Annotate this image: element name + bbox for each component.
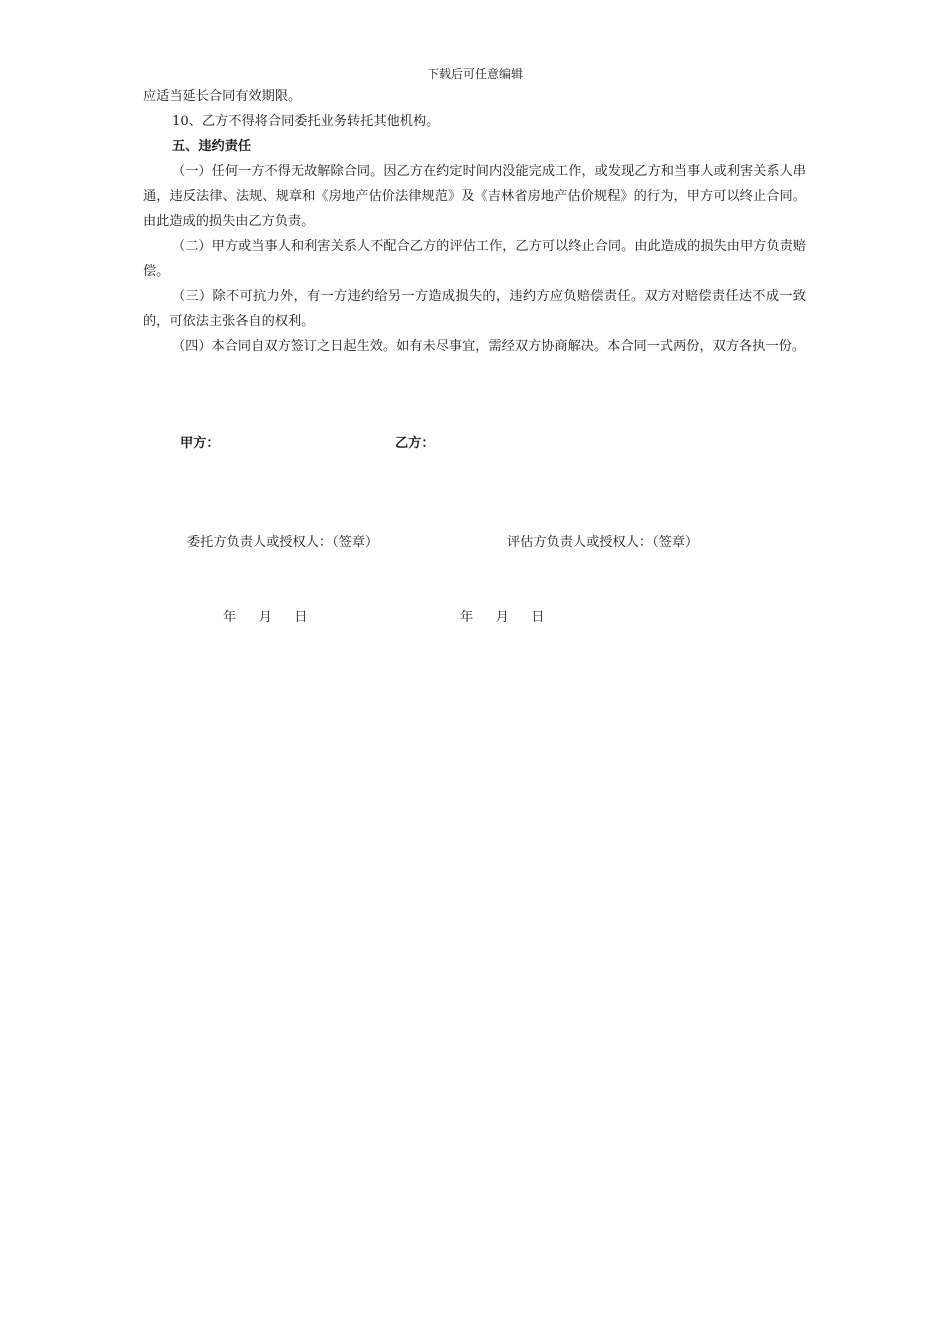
date-day: 日 bbox=[531, 610, 545, 625]
breach-clause-1: （一）任何一方不得无故解除合同。因乙方在约定时间内没能完成工作，或发现乙方和当事人或利害关系人串通，违反法律、法规、规章和《房地产估价法律规范》及《吉林省房地产估价规程》的行为，甲方可以终止合同。由此造成的损失由乙方负责。 bbox=[143, 164, 806, 229]
section-heading-breach: 五、违约责任 bbox=[172, 139, 252, 154]
party-b-date bbox=[460, 609, 544, 627]
breach-clause-3: （三）除不可抗力外，有一方违约给另一方造成损失的，违约方应负赔偿责任。双方对赔偿责任达不成一致的，可依法主张各自的权利。 bbox=[143, 289, 806, 329]
document-body bbox=[143, 84, 806, 359]
breach-clause-2: （二）甲方或当事人和利害关系人不配合乙方的评估工作，乙方可以终止合同。由此造成的损失由甲方负责赔偿。 bbox=[143, 239, 806, 279]
party-a-date bbox=[223, 609, 307, 627]
date-year: 年 bbox=[460, 610, 474, 625]
party-a-label: 甲方： bbox=[180, 436, 220, 451]
paragraph-continuation: 应适当延长合同有效期限。 bbox=[143, 89, 302, 104]
date-month: 月 bbox=[258, 610, 272, 625]
party-b-label: 乙方： bbox=[395, 436, 435, 451]
breach-clause-4: （四）本合同自双方签订之日起生效。如有未尽事宜，需经双方协商解决。本合同一式两份，双方各执一份。 bbox=[172, 339, 805, 354]
header-note: 下载后可任意编辑 bbox=[426, 67, 523, 81]
date-month: 月 bbox=[495, 610, 509, 625]
date-year: 年 bbox=[223, 610, 237, 625]
clause-10: 10、乙方不得将合同委托业务转托其他机构。 bbox=[172, 114, 440, 129]
party-a-representative: 委托方负责人或授权人：（签章） bbox=[187, 535, 379, 550]
date-day: 日 bbox=[294, 610, 308, 625]
party-b-representative: 评估方负责人或授权人：（签章） bbox=[507, 535, 699, 550]
